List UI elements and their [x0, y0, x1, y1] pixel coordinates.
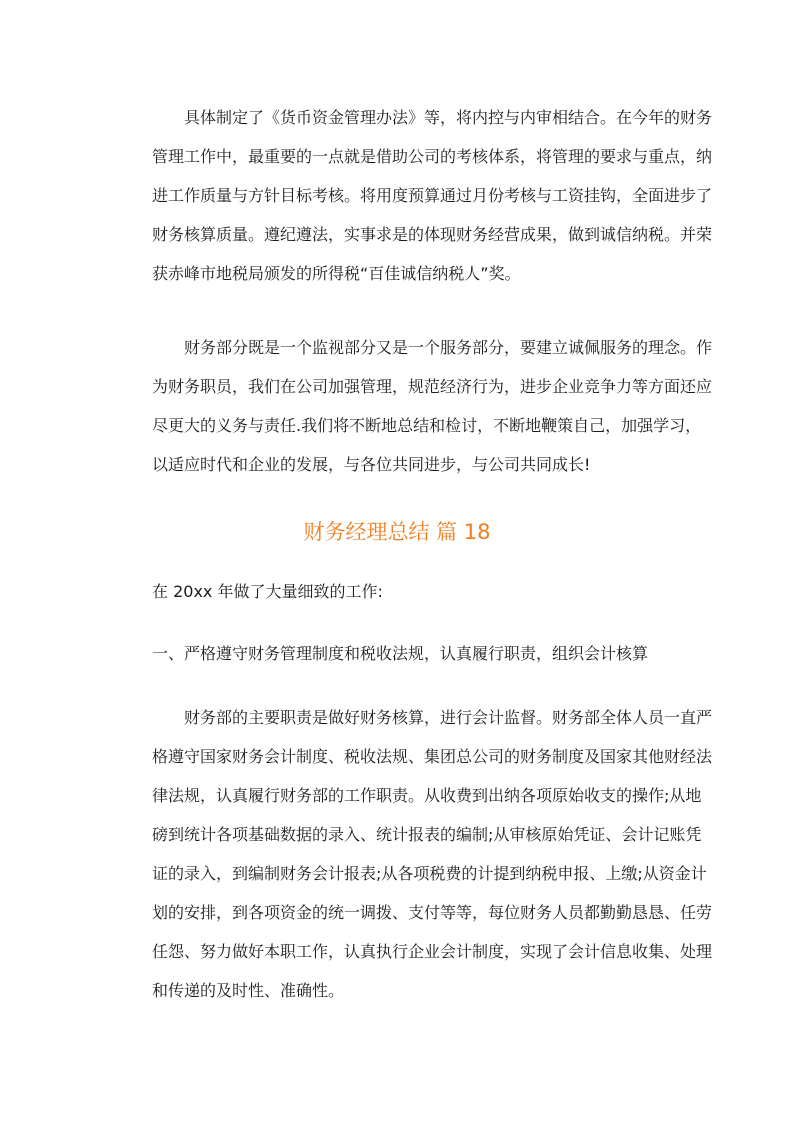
- paragraph-line: 进工作质量与方针目标考核。将用度预算通过月份考核与工资挂钩，全面进步了: [152, 186, 713, 205]
- paragraph-line: 财务部的主要职责是做好财务核算，进行会计监督。财务部全体人员一直严: [184, 708, 713, 727]
- paragraph-line: 律法规，认真履行财务部的工作职责。从收费到出纳各项原始收支的操作;从地: [152, 786, 702, 805]
- paragraph-line: 划的安排，到各项资金的统一调拨、支付等等，每位财务人员都勤勤恳恳、任劳: [152, 903, 713, 922]
- paragraph-line: 具体制定了《货币资金管理办法》等，将内控与内审相结合。在今年的财务: [184, 108, 713, 127]
- paragraph-line: 财务部分既是一个监视部分又是一个服务部分，要建立诚佩服务的理念。作: [184, 338, 713, 357]
- paragraph-line: 获赤峰市地税局颁发的所得税“百佳诚信纳税人”奖。: [152, 264, 521, 283]
- paragraph-line: 格遵守国家财务会计制度、税收法规、集团总公司的财务制度及国家其他财经法: [152, 747, 713, 766]
- paragraph-line: 尽更大的义务与责任.我们将不断地总结和检讨，不断地鞭策自己，加强学习，: [152, 416, 702, 435]
- item-heading: 一、严格遵守财务管理制度和税收法规，认真履行职责，组织会计核算: [152, 644, 649, 663]
- paragraph-line: 为财务职员，我们在公司加强管理，规范经济行为，进步企业竞争力等方面还应: [152, 377, 713, 396]
- paragraph-line: 财务核算质量。遵纪遵法，实事求是的体现财务经营成果，做到诚信纳税。并荣: [152, 225, 713, 244]
- paragraph-line: 证的录入，到编制财务会计报表;从各项税费的计提到纳税申报、上缴;从资金计: [152, 864, 707, 883]
- paragraph-internal-control: [120, 98, 713, 293]
- paragraph-line: 以适应时代和企业的发展，与各位共同进步，与公司共同成长!: [152, 455, 591, 474]
- paragraph-main-duties: [120, 698, 713, 1010]
- intro-line: 在 20xx 年做了大量细致的工作:: [152, 582, 383, 601]
- paragraph-line: 磅到统计各项基础数据的录入、统计报表的编制;从审核原始凭证、会计记账凭: [152, 825, 702, 844]
- section-heading: 财务经理总结 篇 18: [303, 520, 491, 544]
- paragraph-line: 任怨、努力做好本职工作，认真执行企业会计制度，实现了会计信息收集、处理: [152, 942, 713, 961]
- paragraph-service-department: [120, 328, 713, 484]
- paragraph-line: 管理工作中，最重要的一点就是借助公司的考核体系，将管理的要求与重点，纳: [152, 147, 713, 166]
- paragraph-line: 和传递的及时性、准确性。: [152, 981, 345, 1000]
